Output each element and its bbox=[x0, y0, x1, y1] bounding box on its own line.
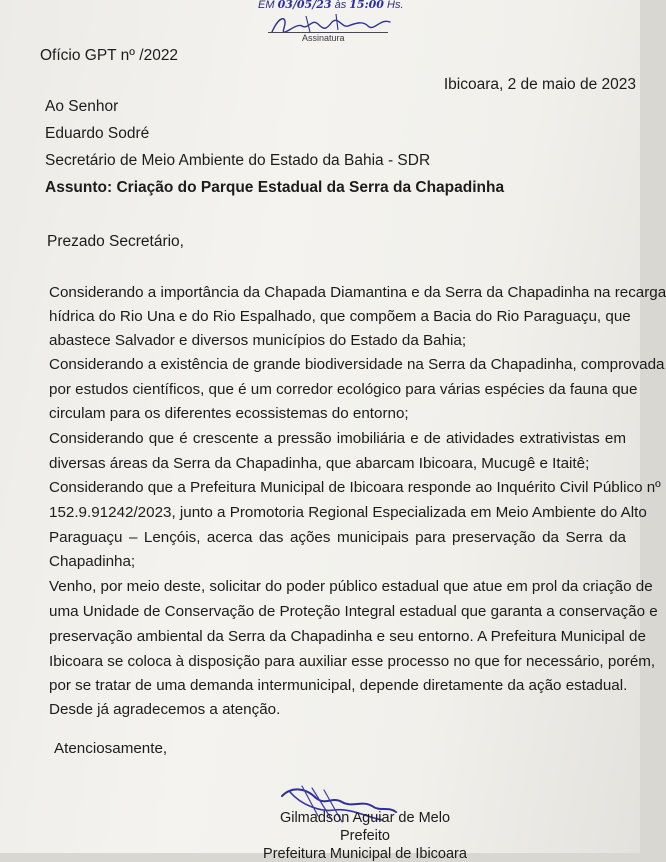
body-line: Considerando a importância da Chapada Diamantina e da Serra da Chapadinha na recarga bbox=[49, 284, 666, 301]
signature-label: Assinatura bbox=[302, 33, 345, 43]
body-line: preservação ambiental da Serra da Chapadinha e seu entorno. A Prefeitura Municipal de bbox=[49, 628, 646, 645]
body-line: abastece Salvador e diversos municípios do Estado da Bahia; bbox=[49, 332, 467, 349]
body-line: uma Unidade de Conservação de Proteção Integral estadual que garanta a conservação e bbox=[49, 603, 658, 620]
greeting: Prezado Secretário, bbox=[47, 233, 184, 250]
signatory-role: Prefeito bbox=[340, 828, 390, 844]
receipt-stamp bbox=[258, 0, 408, 52]
receipt-suffix: Hs. bbox=[387, 0, 404, 11]
closing: Atenciosamente, bbox=[54, 740, 168, 757]
recipient-salutation: Ao Senhor bbox=[45, 98, 119, 115]
body-line: por estudos científicos, que é um corredor ecológico para várias espécies da fauna que bbox=[49, 381, 638, 398]
recipient-name: Eduardo Sodré bbox=[45, 125, 150, 142]
receipt-connector: às bbox=[334, 0, 347, 11]
body-line: Chapadinha; bbox=[49, 553, 136, 570]
body-line: circulam para os diferentes ecossistemas do entorno; bbox=[49, 405, 409, 422]
signatory-organization: Prefeitura Municipal de Ibicoara bbox=[263, 846, 467, 862]
body-line: Venho, por meio deste, solicitar do poder público estadual que atue em prol da criação de bbox=[49, 578, 653, 595]
body-line: por se tratar de uma demanda intermunicipal, depende diretamente da ação estadual. bbox=[49, 677, 628, 694]
body-line: hídrica do Rio Una e do Rio Espalhado, que compõem a Bacia do Rio Paraguaçu, que bbox=[49, 308, 631, 325]
body-line: Paraguaçu – Lençóis, acerca das ações municipais para preservação da Serra da bbox=[49, 529, 626, 546]
recipient-title: Secretário de Meio Ambiente do Estado da Bahia - SDR bbox=[45, 152, 431, 169]
office-number: Ofício GPT nº /2022 bbox=[40, 47, 179, 64]
receipt-prefix: EM bbox=[258, 0, 275, 11]
body-line: 152.9.91242/2023, junto a Promotoria Regional Especializada em Meio Ambiente do Alto bbox=[49, 504, 647, 521]
body-line: Considerando a existência de grande biodiversidade na Serra da Chapadinha, comprovada bbox=[49, 356, 665, 373]
signatory-name: Gilmadson Aguiar de Melo bbox=[279, 810, 451, 826]
signature-block bbox=[240, 810, 490, 862]
body-line: diversas áreas da Serra da Chapadinha, que abarcam Ibicoara, Mucugê e Itaitê; bbox=[49, 455, 590, 472]
receipt-date: 03/05/23 bbox=[277, 0, 332, 11]
body-line: Desde já agradecemos a atenção. bbox=[49, 701, 281, 718]
body-line: Considerando que é crescente a pressão imobiliária e de atividades extrativistas em bbox=[49, 430, 626, 447]
date-line: Ibicoara, 2 de maio de 2023 bbox=[443, 76, 636, 93]
receipt-time: 15:00 bbox=[349, 0, 384, 11]
body-line: Considerando que a Prefeitura Municipal de Ibicoara responde ao Inquérito Civil Público nº bbox=[49, 479, 661, 496]
body-line: Ibicoara se coloca à disposição para auxiliar esse processo no que for necessário, porém, bbox=[49, 653, 656, 670]
subject-line: Assunto: Criação do Parque Estadual da Serra da Chapadinha bbox=[45, 179, 505, 196]
